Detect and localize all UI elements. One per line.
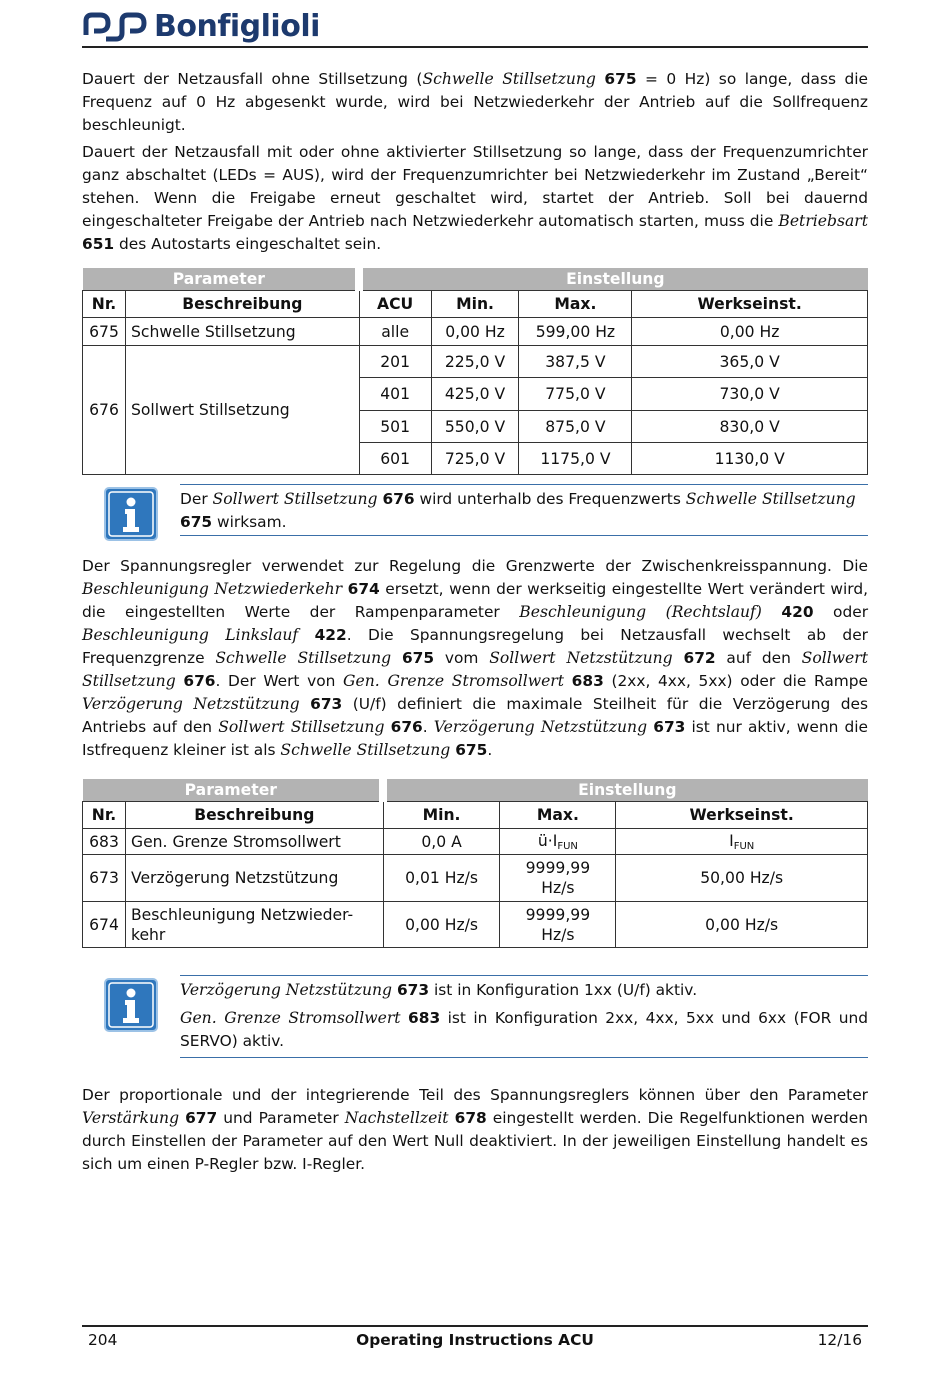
cell: 673 — [83, 855, 126, 902]
col-header: Beschreibung — [125, 291, 359, 318]
info-icon — [104, 978, 158, 1032]
document-date: 12/16 — [817, 1331, 862, 1349]
group-header-setting: Einstellung — [359, 268, 867, 291]
cell: 875,0 V — [519, 411, 632, 443]
col-header: Beschreibung — [125, 802, 383, 829]
page-header — [82, 8, 868, 48]
col-header: Min. — [431, 291, 519, 318]
cell: 0,01 Hz/s — [383, 855, 500, 902]
info-note — [180, 484, 868, 536]
cell: 9999,99 Hz/s — [500, 855, 616, 902]
cell: $ü\cdot I_{FUN}$ — [500, 829, 616, 855]
page-number: 204 — [88, 1331, 118, 1349]
cell: 387,5 V — [519, 346, 632, 378]
cell: 1175,0 V — [519, 443, 632, 475]
cell: Verzögerung Netzstützung — [125, 855, 383, 902]
cell: 550,0 V — [431, 411, 519, 443]
cell: 599,00 Hz — [519, 318, 632, 346]
cell: 676 — [83, 346, 126, 475]
brand-name: Bonfiglioli — [154, 9, 320, 44]
cell: 0,00 Hz/s — [616, 902, 868, 948]
col-header: Nr. — [83, 802, 126, 829]
info-note — [180, 975, 868, 1058]
cell: alle — [359, 318, 431, 346]
parameter-table-2 — [82, 779, 868, 948]
brand-logo — [82, 10, 320, 44]
col-header: Max. — [519, 291, 632, 318]
info-icon — [104, 487, 158, 541]
cell: 775,0 V — [519, 378, 632, 411]
cell: 675 — [83, 318, 126, 346]
cell: 674 — [83, 902, 126, 948]
cell: Gen. Grenze Stromsollwert — [125, 829, 383, 855]
col-header: Werkseinst. — [616, 802, 868, 829]
col-header: Werkseinst. — [632, 291, 868, 318]
table-row — [83, 829, 868, 855]
note-text: Gen. Grenze Stromsollwert 683 ist in Konfiguration 2xx, 4xx, 5xx und 6xx (FOR und SERVO) aktiv. — [180, 1009, 868, 1050]
cell: 501 — [359, 411, 431, 443]
cell: $I_{FUN}$ — [616, 829, 868, 855]
cell: 9999,99 Hz/s — [500, 902, 616, 948]
cell: 0,00 Hz/s — [383, 902, 500, 948]
paragraph: Der proportionale und der integrierende Teil des Spannungsreglers können über den Parameter Verstärkung 677 und Parameter Nachstellzeit 678 eingestellt werden. Die Regelfunktionen werden durch Einstellen der Parameter auf den Wert Null deaktiviert. In der jeweiligen Einstellung handelt es sich um einen P-Regler bzw. I-Regler. — [82, 1086, 868, 1173]
cell: 830,0 V — [632, 411, 868, 443]
table-row — [83, 346, 868, 378]
paragraph: Dauert der Netzausfall ohne Stillsetzung (Schwelle Stillsetzung 675 = 0 Hz) so lange, dass die Frequenz auf 0 Hz abgesenkt wurde, wird bei Netzwiederkehr der Antrieb auf die Sollfrequenz beschleunigt. — [82, 70, 869, 134]
paragraph: Der Spannungsregler verwendet zur Regelung die Grenzwerte der Zwischenkreisspannung. Die Beschleunigung Netzwiederkehr 674 ersetzt, wenn der werkseitig eingestellte Wert verändert wird, die eingestellten Werte der Rampenparameter Beschleunigung (Rechtslauf) 420 oder Beschleunigung Linkslauf 422. Die Spannungsregelung bei Netzausfall wechselt ab der Frequenzgrenze Schwelle Stillsetzung 675 vom Sollwert Netzstützung 672 auf den Sollwert Stillsetzung 676. Der Wert von Gen. Grenze Stromsollwert 683 (2xx, 4xx, 5xx) oder die Rampe Verzögerung Netzstützung 673 (U/f) definiert die maximale Steilheit für die Verzögerung des Antriebs auf den Sollwert Stillsetzung 676. Verzögerung Netzstützung 673 ist nur aktiv, wenn die Istfrequenz kleiner ist als Schwelle Stillsetzung 675. — [82, 557, 869, 759]
cell: 0,00 Hz — [431, 318, 519, 346]
note-text: Der Sollwert Stillsetzung 676 wird unterhalb des Frequenzwerts Schwelle Stillsetzung 675 wirksam. — [180, 490, 856, 531]
document-title: Operating Instructions ACU — [356, 1331, 594, 1349]
group-header-parameter: Parameter — [83, 268, 360, 291]
cell: 401 — [359, 378, 431, 411]
logo-icon — [82, 11, 148, 43]
cell: 730,0 V — [632, 378, 868, 411]
col-header: Min. — [383, 802, 500, 829]
cell: 201 — [359, 346, 431, 378]
col-header: Max. — [500, 802, 616, 829]
cell: Beschleunigung Netzwieder- kehr — [125, 902, 383, 948]
cell: 683 — [83, 829, 126, 855]
cell: 425,0 V — [431, 378, 519, 411]
paragraph: Dauert der Netzausfall mit oder ohne aktivierter Stillsetzung so lange, dass der Frequenzumrichter ganz abschaltet (LEDs = AUS), wird der Frequenzumrichter bei Netzwiederkehr im Zustand „Bereit“ stehen. Wenn die Freigabe erneut geschaltet wird, startet der Antrieb. Soll bei dauernd eingeschalteter Freigabe der Antrieb nach Netzwiederkehr automatisch starten, muss die Betriebsart 651 des Autostarts eingeschaltet sein. — [82, 143, 868, 253]
cell: 0,0 A — [383, 829, 500, 855]
col-header: ACU — [359, 291, 431, 318]
body-text — [82, 555, 868, 762]
body-text — [82, 1084, 868, 1176]
cell: 365,0 V — [632, 346, 868, 378]
cell: 0,00 Hz — [632, 318, 868, 346]
intro-text — [82, 68, 868, 256]
group-header-setting: Einstellung — [383, 779, 867, 802]
page-footer — [82, 1325, 868, 1353]
col-header: Nr. — [83, 291, 126, 318]
note-text: Verzögerung Netzstützung 673 ist in Konfiguration 1xx (U/f) aktiv. — [180, 981, 698, 999]
cell: Sollwert Stillsetzung — [125, 346, 359, 475]
group-header-parameter: Parameter — [83, 779, 384, 802]
table-row — [83, 902, 868, 948]
cell: 725,0 V — [431, 443, 519, 475]
cell: 601 — [359, 443, 431, 475]
parameter-table-1 — [82, 268, 868, 475]
table-row — [83, 318, 868, 346]
cell: 225,0 V — [431, 346, 519, 378]
table-row — [83, 855, 868, 902]
cell: 50,00 Hz/s — [616, 855, 868, 902]
cell: 1130,0 V — [632, 443, 868, 475]
cell: Schwelle Stillsetzung — [125, 318, 359, 346]
